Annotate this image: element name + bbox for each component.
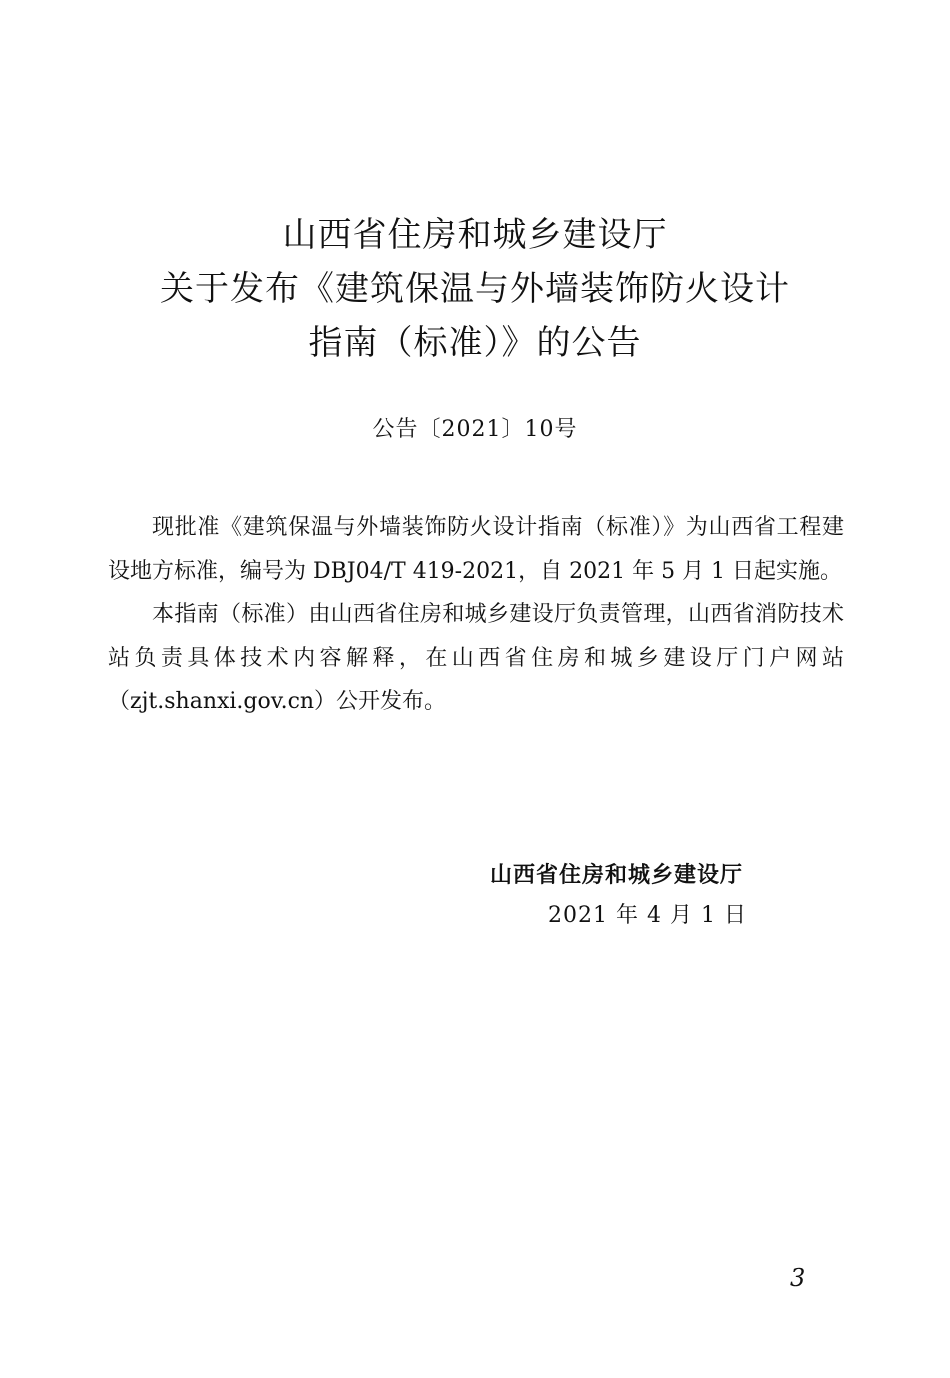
document-number: 公告〔2021〕10号 [372,417,578,442]
signature-block [490,856,790,936]
issue-date: 2021 年 4 月 1 日 [548,903,747,928]
title-line-3: 指南（标准）》的公告 [308,323,642,363]
issuing-organization: 山西省住房和城乡建设厅 [490,863,744,888]
page-number: 3 [790,1264,806,1292]
body-paragraph-2: 本指南（标准）由山西省住房和城乡建设厅负责管理，山西省消防技术站负责具体技术内容解释，在山西省住房和城乡建设厅门户网站（zjt.shanxi.gov.cn）公开发布。 [108,602,844,714]
body-paragraph-1: 现批准《建筑保温与外墙装饰防火设计指南（标准）》为山西省工程建设地方标准，编号为 DBJ04/T 419-2021，自 2021 年 5 月 1 日起实施。 [108,515,844,584]
title-line-1: 山西省住房和城乡建设厅 [282,215,668,255]
announcement-title [0,208,950,370]
announcement-body [108,506,844,724]
title-line-2: 关于发布《建筑保温与外墙装饰防火设计 [160,269,790,309]
